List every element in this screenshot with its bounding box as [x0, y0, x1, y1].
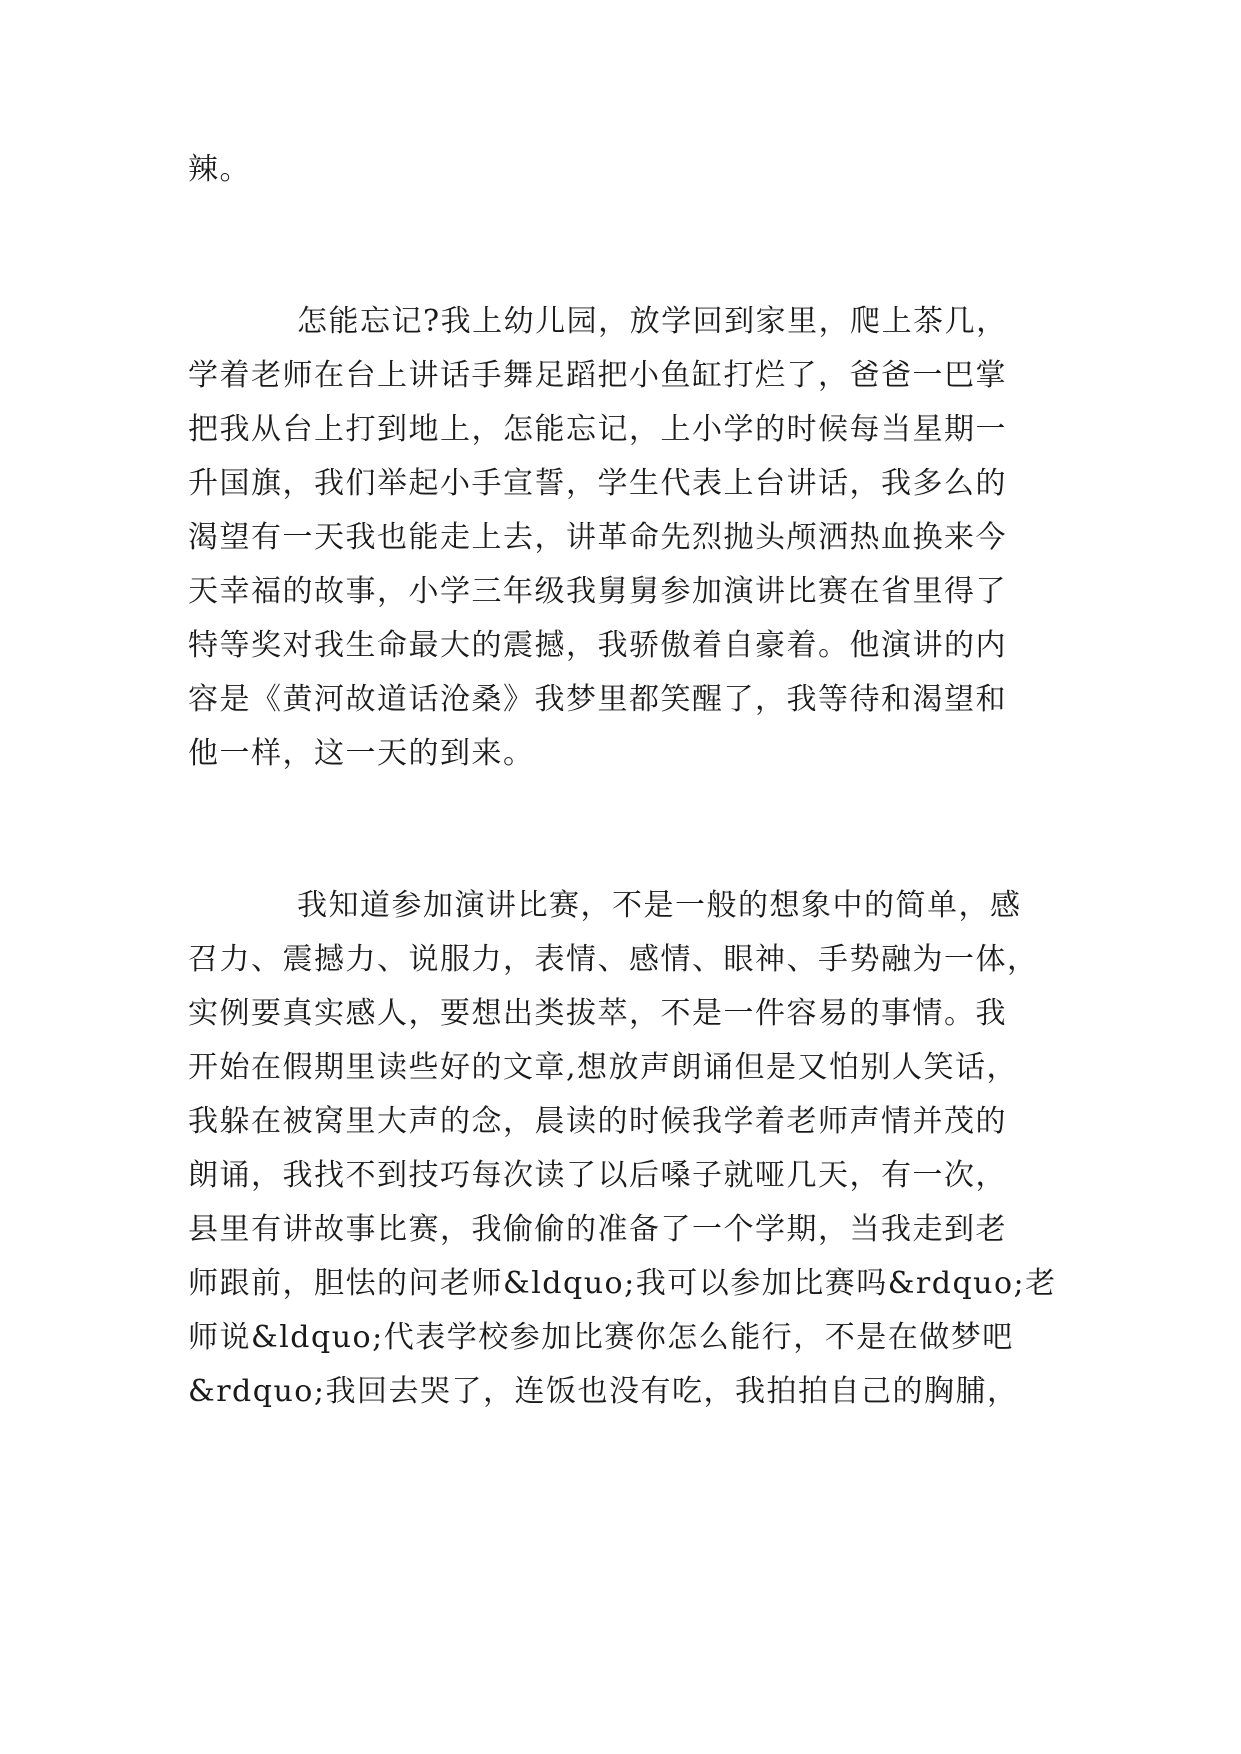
- paragraph-2-line-4: 升国旗，我们举起小手宣誓，学生代表上台讲话，我多么的: [188, 466, 1007, 501]
- paragraph-3-line-7: 县里有讲故事比赛，我偷偷的准备了一个学期，当我走到老: [188, 1212, 1007, 1247]
- paragraph-3-line-6: 朗诵，我找不到技巧每次读了以后嗓子就哑几天，有一次，: [188, 1158, 1007, 1193]
- paragraph-3-line-3: 实例要真实感人，要想出类拔萃，不是一件容易的事情。我: [188, 996, 1007, 1031]
- paragraph-2-line-3: 把我从台上打到地上，怎能忘记，上小学的时候每当星期一: [188, 412, 1007, 447]
- paragraph-3-line-8: 师跟前，胆怯的问老师&ldquo;我可以参加比赛吗&rdquo;老: [188, 1266, 1057, 1301]
- paragraph-2-line-8: 容是《黄河故道话沧桑》我梦里都笑醒了，我等待和渴望和: [188, 682, 1007, 717]
- paragraph-2-line-5: 渴望有一天我也能走上去，讲革命先烈抛头颅洒热血换来今: [188, 520, 1007, 555]
- paragraph-3-line-4: 开始在假期里读些好的文章,想放声朗诵但是又怕别人笑话，: [188, 1050, 1019, 1085]
- paragraph-2-line-6: 天幸福的故事，小学三年级我舅舅参加演讲比赛在省里得了: [188, 574, 1007, 609]
- paragraph-3-line-9: 师说&ldquo;代表学校参加比赛你怎么能行，不是在做梦吧: [188, 1320, 1014, 1355]
- paragraph-2-line-7: 特等奖对我生命最大的震撼，我骄傲着自豪着。他演讲的内: [188, 628, 1007, 663]
- paragraph-3-line-10: &rdquo;我回去哭了，连饭也没有吃，我拍拍自己的胸脯，: [188, 1374, 1019, 1409]
- paragraph-3-line-2: 召力、震撼力、说服力，表情、感情、眼神、手势融为一体，: [188, 942, 1039, 977]
- paragraph-1-line-1: 辣。: [188, 152, 251, 187]
- paragraph-3-line-5: 我躲在被窝里大声的念，晨读的时候我学着老师声情并茂的: [188, 1104, 1007, 1139]
- paragraph-3-line-1: 我知道参加演讲比赛，不是一般的想象中的简单，感: [297, 888, 1022, 923]
- paragraph-2-line-9: 他一样，这一天的到来。: [188, 736, 535, 771]
- paragraph-2-line-1: 怎能忘记?我上幼儿园，放学回到家里，爬上茶几，: [297, 304, 1008, 339]
- paragraph-2-line-2: 学着老师在台上讲话手舞足蹈把小鱼缸打烂了，爸爸一巴掌: [188, 358, 1007, 393]
